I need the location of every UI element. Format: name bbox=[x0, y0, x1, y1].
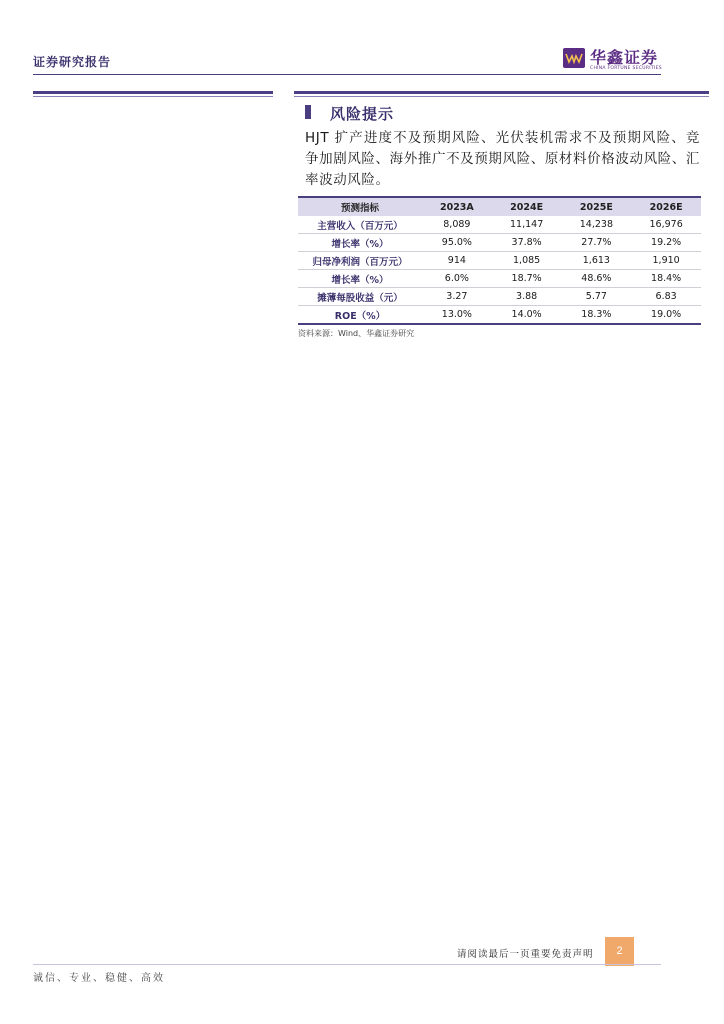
row-label: 增长率（%） bbox=[298, 234, 422, 252]
forecast-table bbox=[298, 196, 701, 325]
table-cell: 48.6% bbox=[562, 270, 632, 288]
table-cell: 6.0% bbox=[422, 270, 492, 288]
brand-name-english: CHINA FORTUNE SECURITIES bbox=[590, 66, 662, 71]
header-divider bbox=[33, 74, 661, 75]
table-cell: 11,147 bbox=[492, 216, 562, 234]
table-cell: 19.2% bbox=[631, 234, 701, 252]
table-cell: 1,910 bbox=[631, 252, 701, 270]
column-header: 2026E bbox=[631, 197, 701, 216]
table-row bbox=[298, 216, 701, 234]
table-cell: 18.7% bbox=[492, 270, 562, 288]
column-header: 2024E bbox=[492, 197, 562, 216]
table-cell: 5.77 bbox=[562, 288, 632, 306]
left-column-rule-thin bbox=[33, 96, 273, 97]
row-label: 主营收入（百万元） bbox=[298, 216, 422, 234]
table-cell: 37.8% bbox=[492, 234, 562, 252]
table-cell: 16,976 bbox=[631, 216, 701, 234]
risk-paragraph: HJT 扩产进度不及预期风险、光伏装机需求不及预期风险、竞争加剧风险、海外推广不及预期风险、原材料价格波动风险、汇率波动风险。 bbox=[305, 130, 700, 188]
table-cell: 14,238 bbox=[562, 216, 632, 234]
table-cell: 3.27 bbox=[422, 288, 492, 306]
table-cell: 1,613 bbox=[562, 252, 632, 270]
table-cell: 3.88 bbox=[492, 288, 562, 306]
page-number-badge: 2 bbox=[605, 937, 634, 966]
right-column-rule bbox=[294, 91, 709, 94]
column-header: 预测指标 bbox=[298, 197, 422, 216]
table-row bbox=[298, 270, 701, 288]
table-cell: 18.4% bbox=[631, 270, 701, 288]
section-title: 风险提示 bbox=[330, 105, 395, 123]
row-label: ROE（%） bbox=[298, 306, 422, 325]
brand-logo-icon bbox=[563, 48, 585, 68]
table-row bbox=[298, 234, 701, 252]
table-cell: 8,089 bbox=[422, 216, 492, 234]
column-header: 2023A bbox=[422, 197, 492, 216]
row-label: 增长率（%） bbox=[298, 270, 422, 288]
table-cell: 1,085 bbox=[492, 252, 562, 270]
left-column-rule bbox=[33, 91, 273, 94]
table-row bbox=[298, 306, 701, 325]
row-label: 归母净利润（百万元） bbox=[298, 252, 422, 270]
table-cell: 27.7% bbox=[562, 234, 632, 252]
footer-motto: 诚信、专业、稳健、高效 bbox=[33, 973, 165, 984]
table-cell: 19.0% bbox=[631, 306, 701, 325]
table-cell: 18.3% bbox=[562, 306, 632, 325]
section-marker bbox=[305, 105, 311, 119]
table-header-row bbox=[298, 197, 701, 216]
table-cell: 13.0% bbox=[422, 306, 492, 325]
right-column-rule-thin bbox=[294, 96, 709, 97]
disclaimer-notice: 请阅读最后一页重要免责声明 bbox=[457, 949, 594, 960]
table-cell: 914 bbox=[422, 252, 492, 270]
document-type: 证券研究报告 bbox=[33, 55, 112, 69]
footer-divider bbox=[33, 964, 661, 965]
table-cell: 14.0% bbox=[492, 306, 562, 325]
table-cell: 6.83 bbox=[631, 288, 701, 306]
table-row bbox=[298, 252, 701, 270]
row-label: 摊薄每股收益（元） bbox=[298, 288, 422, 306]
table-cell: 95.0% bbox=[422, 234, 492, 252]
column-header: 2025E bbox=[562, 197, 632, 216]
table-row bbox=[298, 288, 701, 306]
table-source-note: 资料来源：Wind、华鑫证券研究 bbox=[298, 329, 415, 338]
brand-name: 华鑫证券 bbox=[590, 48, 659, 67]
